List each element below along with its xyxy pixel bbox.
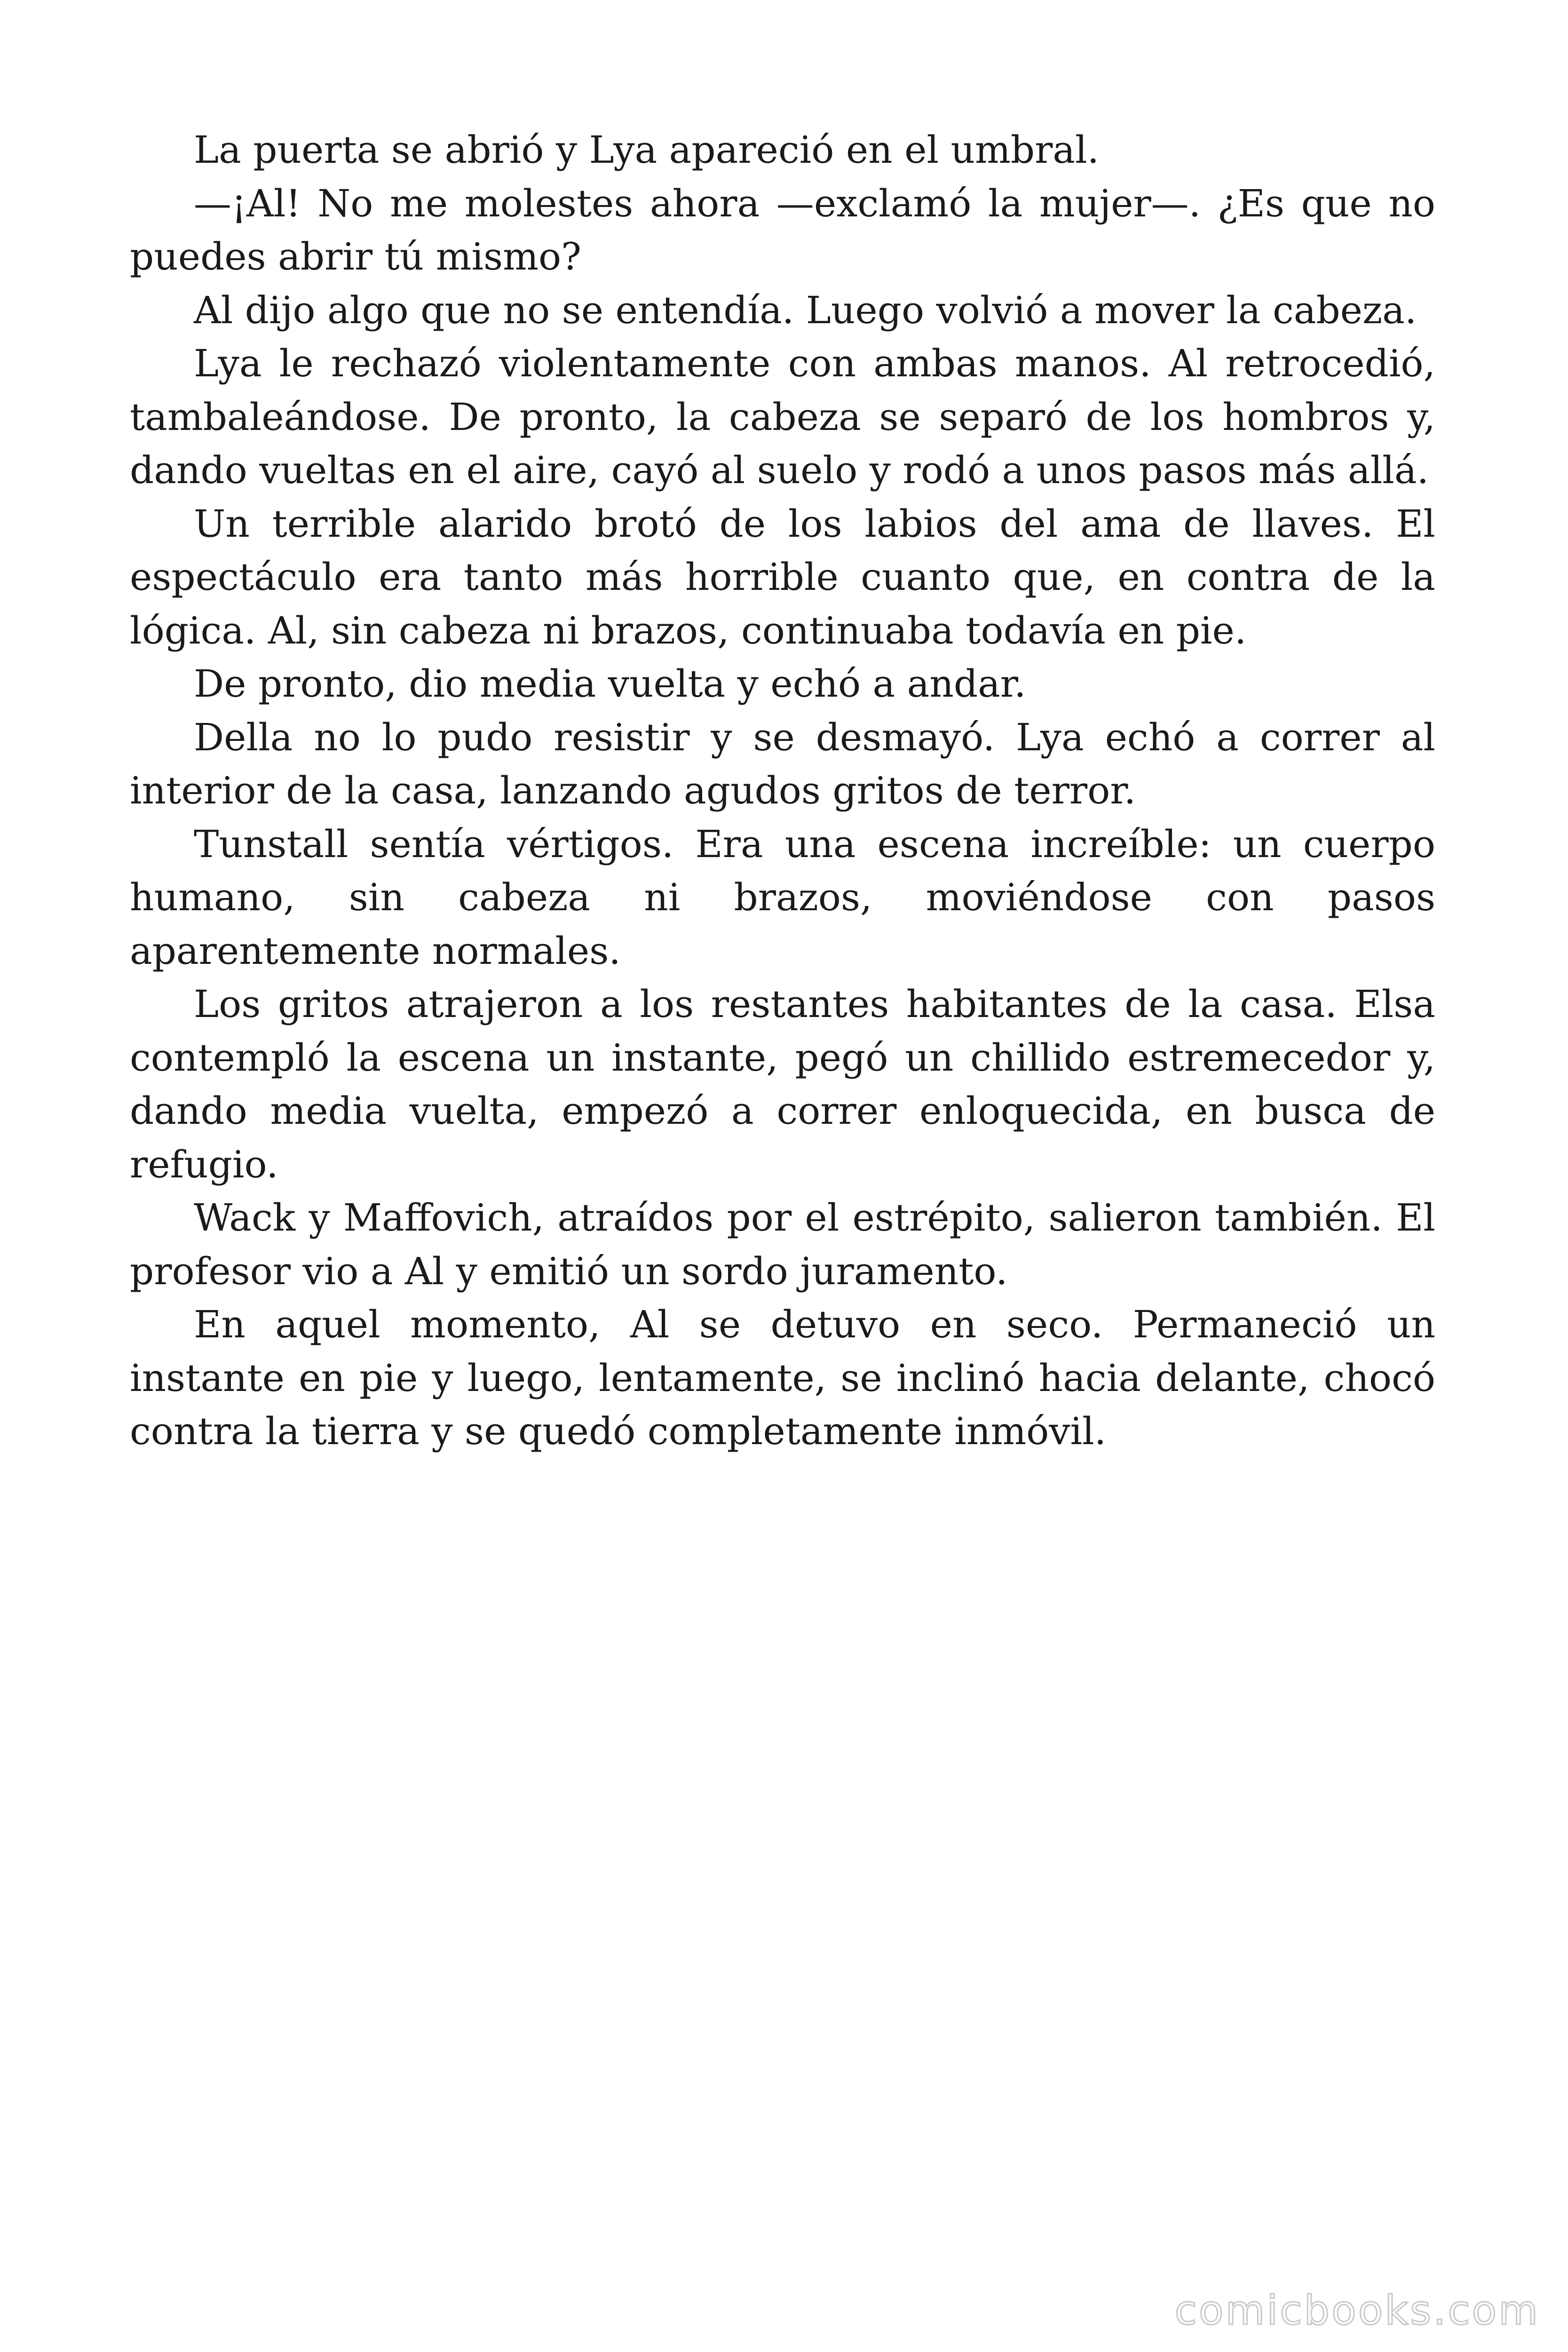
paragraph: Al dijo algo que no se entendía. Luego volvió a mover la cabeza. [194,288,1417,332]
paragraph: Lya le rechazó violentamente con ambas manos. Al retrocedió, tambaleándose. De pronto, la cabeza se separó de los hombros y, dando vueltas en el aire, cayó al suelo y rodó a unos pasos más allá. [130,342,1435,492]
paragraph: Wack y Maffovich, atraídos por el estrépito, salieron también. El profesor vio a Al y emitió un sordo juramento. [130,1196,1435,1293]
watermark: comicbooks.com [1174,2287,1540,2334]
paragraph: La puerta se abrió y Lya apareció en el umbral. [194,128,1100,172]
paragraph: —¡Al! No me molestes ahora —exclamó la mujer—. ¿Es que no puedes abrir tú mismo? [130,181,1435,278]
body-text [130,123,1435,1458]
paragraph: Los gritos atrajeron a los restantes habitantes de la casa. Elsa contempló la escena un instante, pegó un chillido estremecedor y, dando media vuelta, empezó a correr enloquecida, en busca de refugio. [130,982,1435,1186]
paragraph: De pronto, dio media vuelta y echó a andar. [194,662,1026,706]
paragraph: En aquel momento, Al se detuvo en seco. Permaneció un instante en pie y luego, lentamente, se inclinó hacia delante, chocó contra la tierra y se quedó completamente inmóvil. [130,1303,1435,1453]
paragraph: Un terrible alarido brotó de los labios del ama de llaves. El espectáculo era tanto más horrible cuanto que, en contra de la lógica. Al, sin cabeza ni brazos, continuaba todavía en pie. [130,501,1435,652]
paragraph: Tunstall sentía vértigos. Era una escena increíble: un cuerpo humano, sin cabeza ni brazos, moviéndose con pasos aparentemente normales. [130,822,1435,973]
paragraph: Della no lo pudo resistir y se desmayó. Lya echó a correr al interior de la casa, lanzando agudos gritos de terror. [130,715,1435,812]
